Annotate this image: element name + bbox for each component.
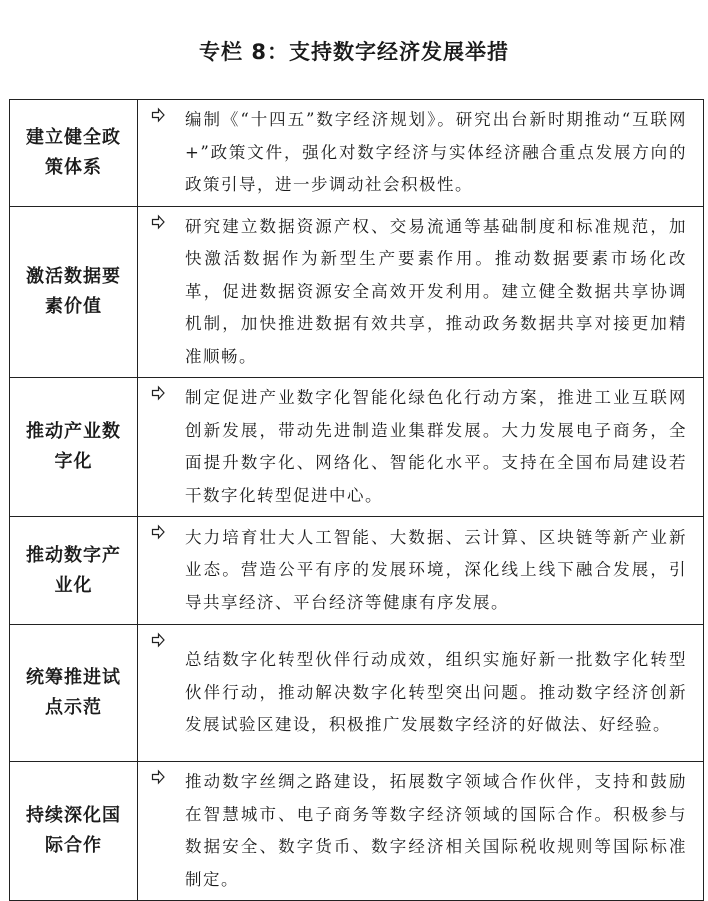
column-title: 专栏 8：支持数字经济发展举措 xyxy=(199,40,509,64)
hollow-arrow-right-icon xyxy=(150,769,166,785)
hollow-arrow-right-icon xyxy=(150,107,166,123)
description-text: 研究建立数据资源产权、交易流通等基础制度和标准规范，加快激活数据作为新型生产要素作用。推动数据要素市场化改革，促进数据资源安全高效开发利用。建立健全数据共享协调机制，加快推进数据有效共享，推动政务数据共享对接更加精准顺畅。 xyxy=(185,216,687,366)
description-cell xyxy=(138,517,704,625)
hollow-arrow-right-icon xyxy=(150,214,166,230)
table-row xyxy=(10,378,704,517)
category-cell: 持续深化国际合作 xyxy=(10,762,138,901)
table-row xyxy=(10,100,704,207)
category-cell: 推动产业数字化 xyxy=(10,378,138,517)
category-cell: 建立健全政策体系 xyxy=(10,100,138,207)
hollow-arrow-right-icon xyxy=(150,385,166,401)
category-cell: 激活数据要素价值 xyxy=(10,206,138,378)
description-text: 编制《“十四五”数字经济规划》。研究出台新时期推动“互联网+”政策文件，强化对数字经济与实体经济融合重点发展方向的政策引导，进一步调动社会积极性。 xyxy=(185,110,687,194)
hollow-arrow-right-icon xyxy=(150,524,166,540)
category-cell: 推动数字产业化 xyxy=(10,517,138,625)
table-row xyxy=(10,625,704,762)
description-cell xyxy=(138,762,704,901)
description-text: 总结数字化转型伙伴行动成效，组织实施好新一批数字化转型伙伴行动，推动解决数字化转型突出问题。推动数字经济创新发展试验区建设，积极推广发展数字经济的好做法、好经验。 xyxy=(185,650,687,735)
table-row xyxy=(10,762,704,901)
description-text: 制定促进产业数字化智能化绿色化行动方案，推进工业互联网创新发展，带动先进制造业集群发展。大力发展电子商务，全面提升数字化、网络化、智能化水平。支持在全国布局建设若干数字化转型促进中心。 xyxy=(185,388,687,505)
description-cell xyxy=(138,625,704,762)
measures-table xyxy=(9,99,704,901)
category-cell: 统筹推进试点示范 xyxy=(10,625,138,762)
description-cell xyxy=(138,378,704,517)
description-cell xyxy=(138,206,704,378)
table-row xyxy=(10,206,704,378)
table-row xyxy=(10,517,704,625)
description-text: 大力培育壮大人工智能、大数据、云计算、区块链等新产业新业态。营造公平有序的发展环境，深化线上线下融合发展，引导共享经济、平台经济等健康有序发展。 xyxy=(185,527,687,612)
description-cell xyxy=(138,100,704,207)
description-text: 推动数字丝绸之路建设，拓展数字领域合作伙伴，支持和鼓励在智慧城市、电子商务等数字经济领域的国际合作。积极参与数据安全、数字货币、数字经济相关国际税收规则等国际标准制定。 xyxy=(185,772,687,889)
hollow-arrow-right-icon xyxy=(150,632,166,648)
